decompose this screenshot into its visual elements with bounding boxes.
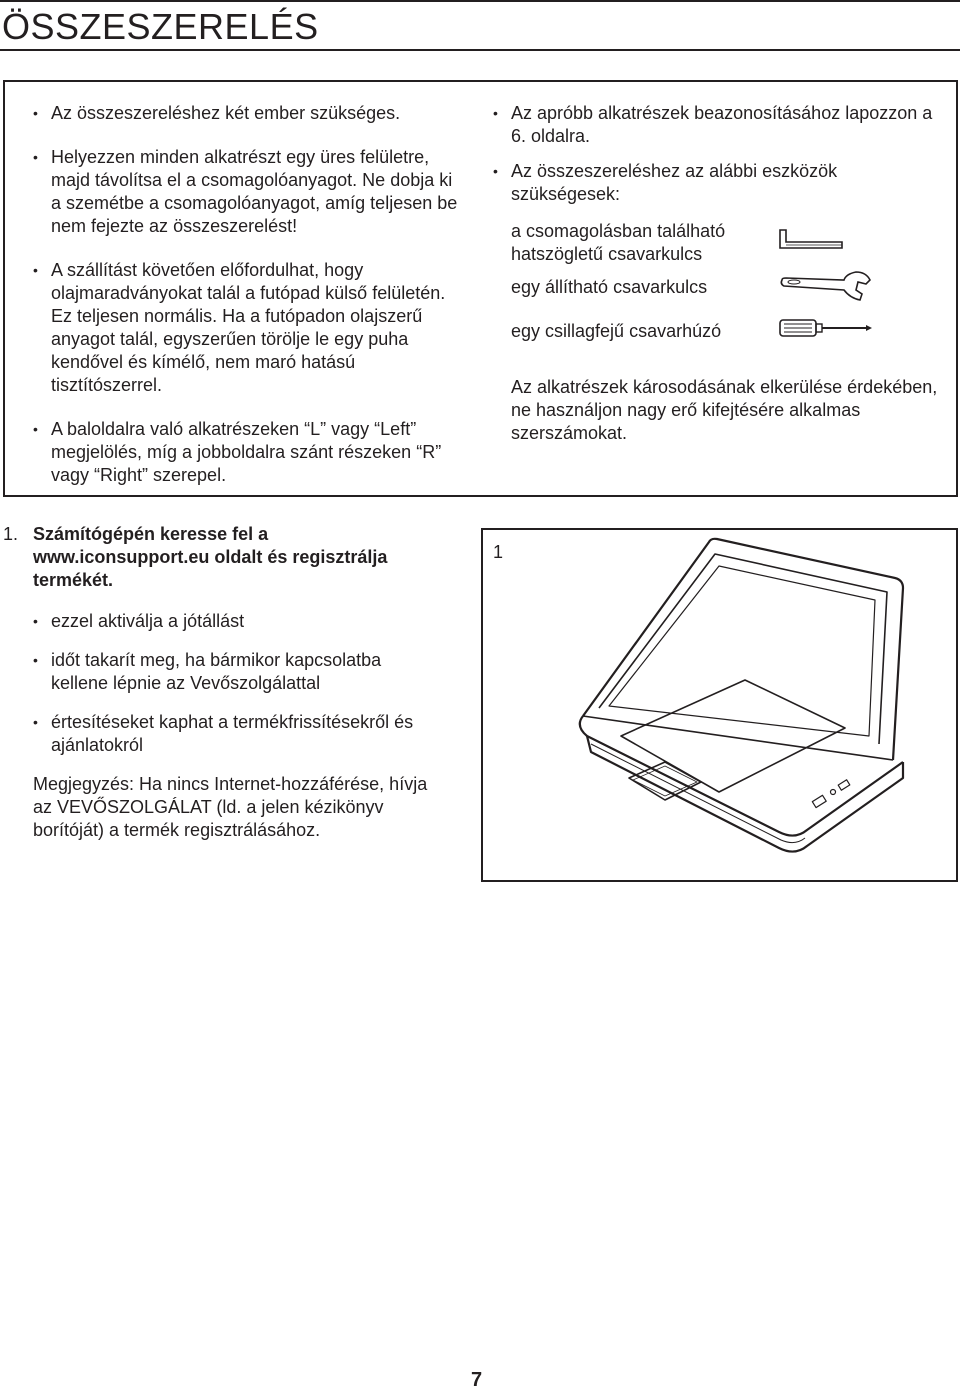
tool-row-hex-key: a csomagolásban található hatszögletű csavarkulcs [493,220,943,276]
intro-left-column [33,102,463,508]
intro-bullet: • Az apróbb alkatrészek beazonosításához lapozzon a 6. oldalra. [493,103,933,146]
bullet-dot: • [33,149,38,165]
hex-key-icon [778,228,846,250]
step-1 [3,523,443,842]
intro-box [3,80,958,497]
step-bullet: • időt takarít meg, ha bármikor kapcsolatba kellene lépnie az Vevőszolgálattal [33,650,382,693]
bullet-dot: • [493,105,498,121]
page-title: ÖSSZESZERELÉS [2,6,319,47]
page-number: 7 [471,1369,483,1391]
laptop-icon [483,530,956,880]
step-bullet: • értesítéseket kaphat a termékfrissítésekről és ajánlatokról [33,712,414,755]
intro-bullet: • Helyezzen minden alkatrészt egy üres felületre, majd távolítsa el a csomagolóanyagot. Ne dobja ki a szemétbe a csomagolóanyagot, amíg teljesen be nem fejezte az összeszerelést! [33,147,458,236]
tool-row-screwdriver: egy csillagfejű csavarhúzó [493,320,943,370]
tool-row-wrench: egy állítható csavarkulcs [493,276,943,320]
figure-number: 1 [493,542,504,562]
intro-bullet: • A szállítást követően előfordulhat, hogy olajmaradványokat talál a futópad külső felületén. Ez teljesen normális. Ha a futópadon olajszerű anyagot talál, egyszerűen törölje le egy puha kendővel és kímélő, nem maró hatású tisztítószerrel. [33,260,446,395]
step-title: 1. Számítógépén keresse fel a www.iconsupport.eu oldalt és regisztrálja termékét. [3,524,388,590]
step-bullets [3,610,443,757]
phillips-screwdriver-icon [778,316,874,340]
intro-bullet: • Az összeszereléshez az alábbi eszközök szükségesek: [493,161,838,204]
bullet-dot: • [493,163,498,179]
bullet-dot: • [33,613,38,629]
step-number: 1. [3,524,19,544]
step-bullet: • ezzel aktiválja a jótállást [33,611,245,631]
title-underline [0,49,960,51]
bullet-dot: • [33,262,38,278]
bullet-dot: • [33,652,38,668]
top-rule [0,0,960,2]
tools-warning: Az alkatrészek károsodásának elkerülése érdekében, ne használjon nagy erő kifejtésére alkalmas szerszámokat. [511,377,938,443]
intro-bullet: • A baloldalra való alkatrészeken “L” vagy “Left” megjelölés, míg a jobboldalra szánt részeken “R” vagy “Right” szerepel. [33,419,442,485]
figure-1-box [481,528,958,882]
bullet-dot: • [33,421,38,437]
bullet-dot: • [33,105,38,121]
bullet-dot: • [33,714,38,730]
intro-right-column [493,102,943,445]
adjustable-wrench-icon [778,268,874,304]
intro-bullet: • Az összeszereléshez két ember szükséges. [33,103,401,123]
registration-note: Megjegyzés: Ha nincs Internet-hozzáférése, hívja az VEVŐSZOLGÁLAT (ld. a jelen kézikönyv borítóját) a termék regisztrálásához. [33,774,428,840]
